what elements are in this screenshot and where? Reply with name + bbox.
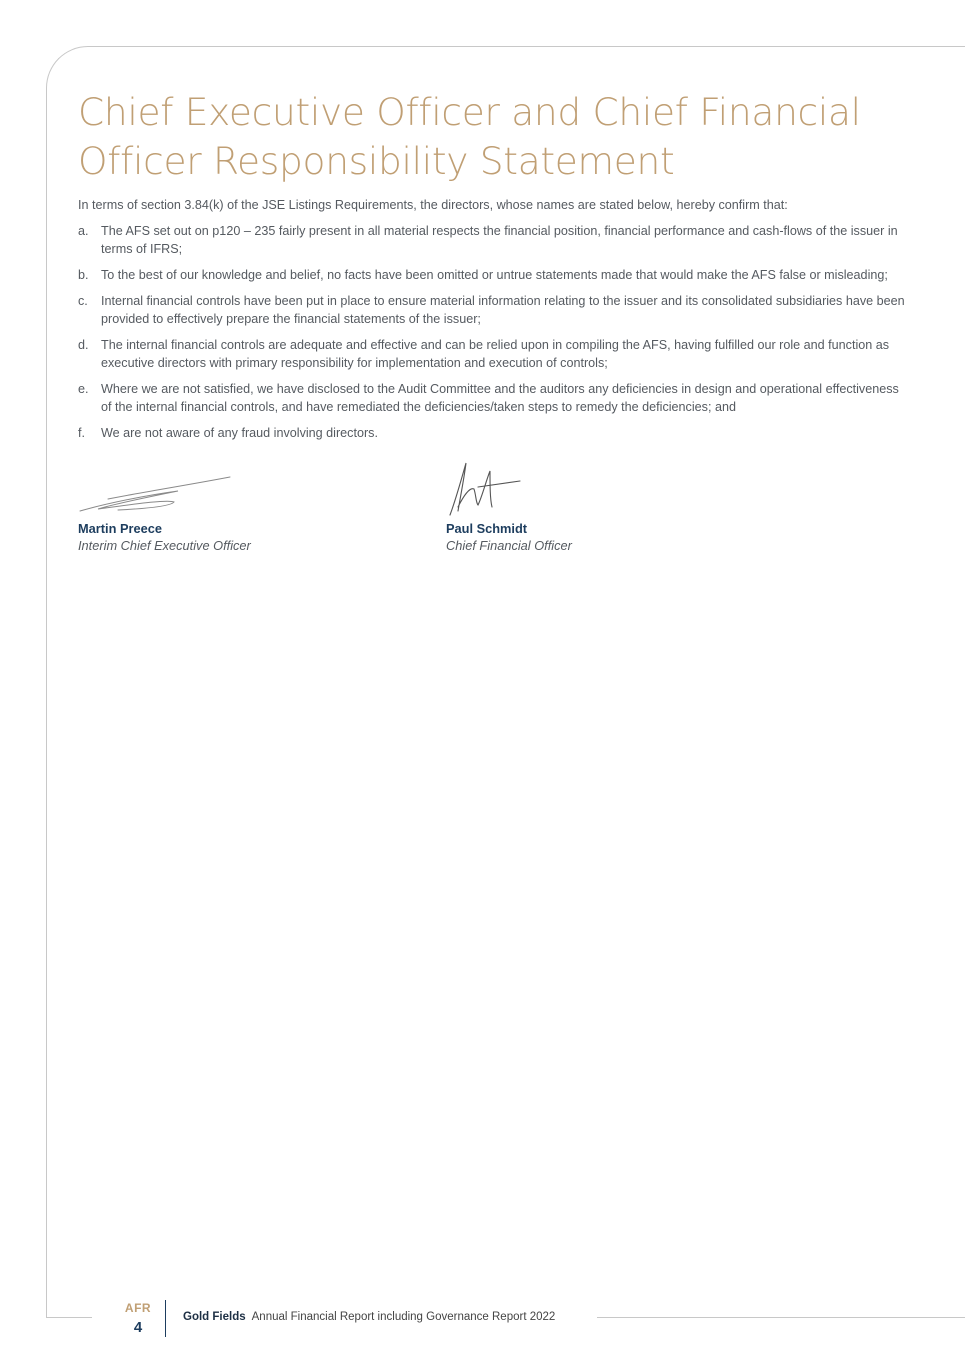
page-title: Chief Executive Officer and Chief Financial Officer Responsibility Statement <box>78 90 861 183</box>
list-marker: b. <box>78 268 89 282</box>
list-marker: e. <box>78 382 89 396</box>
cfo-role: Chief Financial Officer <box>446 537 572 553</box>
list-item <box>78 424 908 442</box>
list-item-text: To the best of our knowledge and belief, no facts have been omitted or untrue statements made that would make the AFS false or misleading; <box>101 268 888 282</box>
list-item <box>78 380 908 416</box>
list-marker: c. <box>78 294 88 308</box>
cfo-signature-image <box>446 459 526 521</box>
list-item-text: We are not aware of any fraud involving directors. <box>101 426 378 440</box>
list-item <box>78 266 908 284</box>
list-marker: d. <box>78 338 89 352</box>
list-item-text: The internal financial controls are adequate and effective and can be relied upon in compiling the AFS, having fulfilled our role and function as executive directors with primary responsibility for implementation and execution of controls; <box>101 338 890 370</box>
list-marker: f. <box>78 426 85 440</box>
ceo-role: Interim Chief Executive Officer <box>78 537 251 553</box>
list-item <box>78 222 908 258</box>
cfo-name: Paul Schmidt <box>446 521 528 536</box>
footer-brand: Gold Fields <box>183 1311 246 1323</box>
list-item <box>78 292 908 328</box>
confirmation-list <box>78 222 908 450</box>
ceo-name: Martin Preece <box>78 521 162 536</box>
frame-bottom-rule-right <box>597 1317 965 1318</box>
page-number: 4 <box>133 1319 143 1336</box>
list-item-text: Where we are not satisfied, we have disclosed to the Audit Committee and the auditors any deficiencies in design and operational effectiveness of the internal financial controls, and have remediated the deficiencies/taken steps to remedy the deficiencies; and <box>101 382 899 414</box>
signature-block-cfo <box>446 521 746 554</box>
footer-report-name: Annual Financial Report including Governance Report 2022 <box>251 1311 556 1323</box>
frame-bottom-rule-left <box>46 1317 92 1318</box>
list-item-text: The AFS set out on p120 – 235 fairly present in all material respects the financial position, financial performance and cash-flows of the issuer in terms of IFRS; <box>101 224 898 256</box>
footer-divider <box>165 1300 166 1337</box>
footer-section-label: AFR <box>124 1301 152 1315</box>
ceo-signature-image <box>78 469 268 521</box>
footer-report-title <box>183 1311 555 1323</box>
list-item <box>78 336 908 372</box>
signature-block-ceo <box>78 521 378 554</box>
list-marker: a. <box>78 224 89 238</box>
list-item-text: Internal financial controls have been put in place to ensure material information relating to the issuer and its consolidated subsidiaries have been provided to effectively prepare the financial statements of the issuer; <box>101 294 905 326</box>
intro-paragraph: In terms of section 3.84(k) of the JSE Listings Requirements, the directors, whose names are stated below, hereby confirm that: <box>78 198 788 212</box>
